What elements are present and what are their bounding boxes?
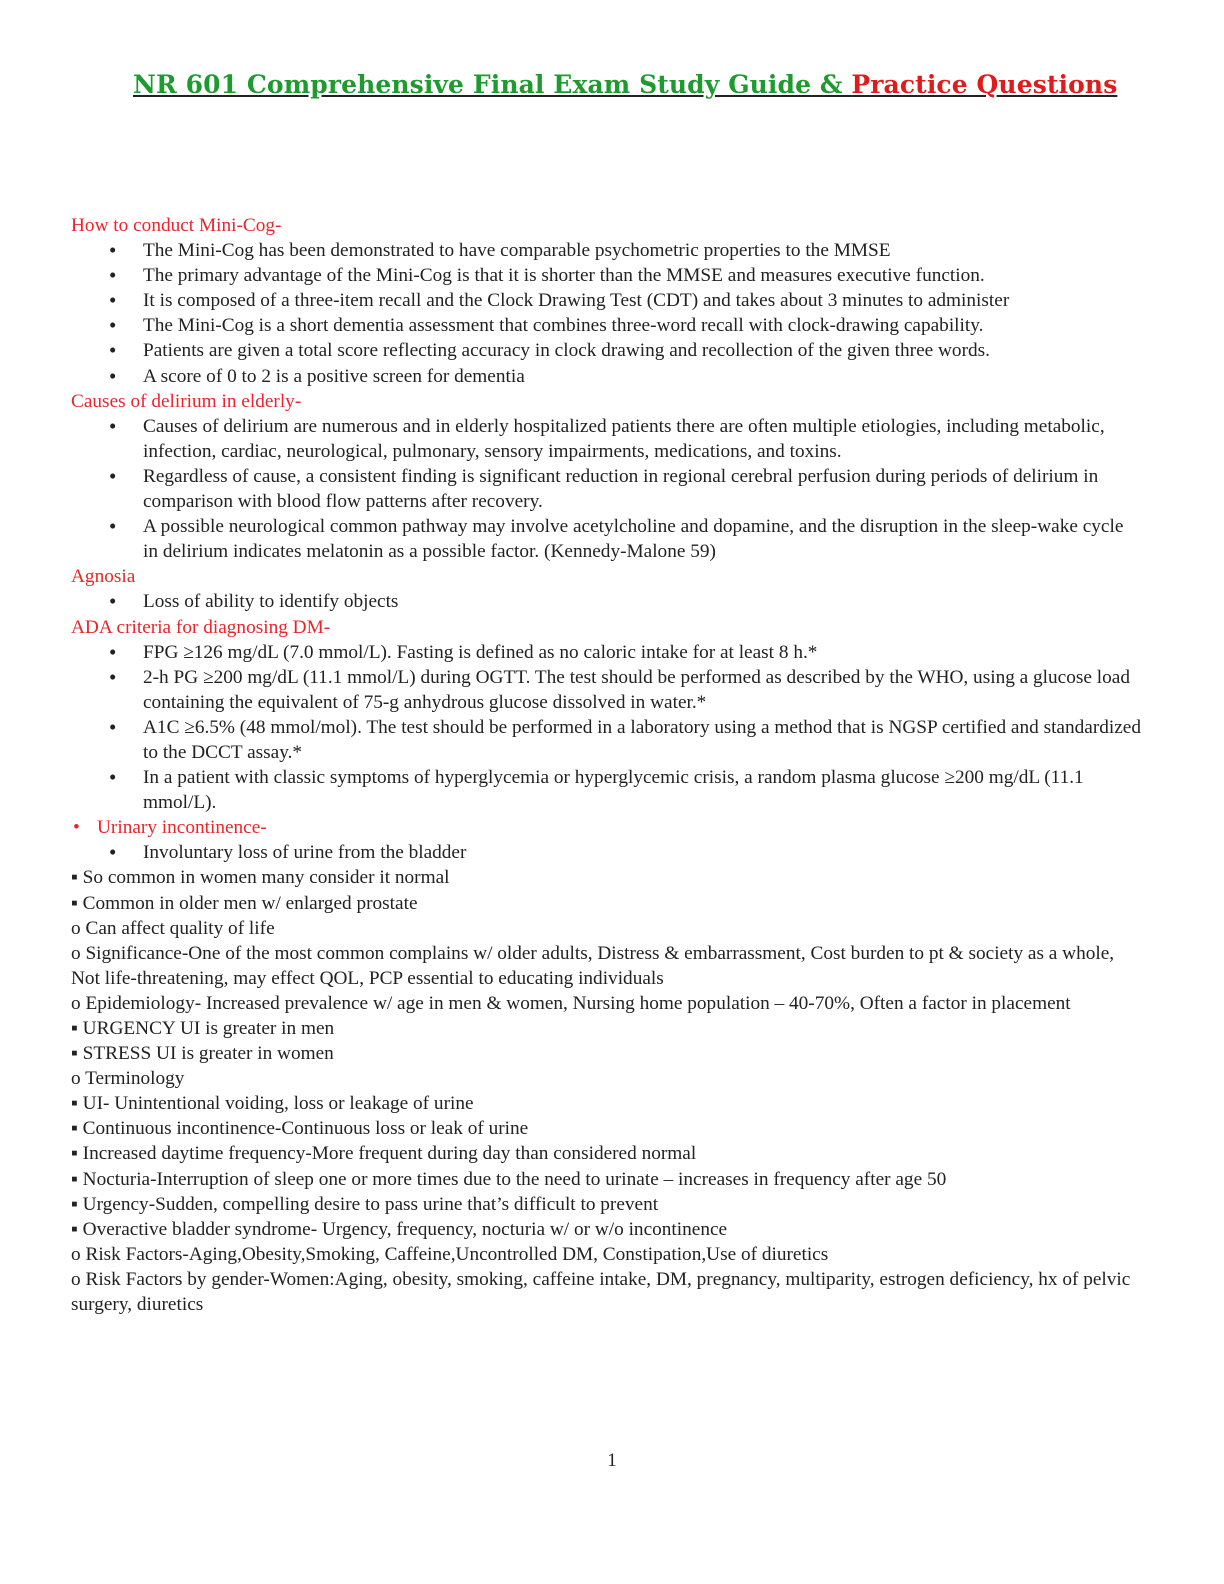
list-item: • It is composed of a three-item recall and the Clock Drawing Test (CDT) and takes about 3 minutes to administer (71, 288, 1141, 313)
list-item: • FPG ≥126 mg/dL (7.0 mmol/L). Fasting is defined as no caloric intake for at least 8 h.* (71, 640, 1141, 665)
document-title (133, 70, 1183, 99)
title-highlight: Practice Questions (851, 70, 1118, 99)
text-line: ▪ Overactive bladder syndrome- Urgency, frequency, nocturia w/ or w/o incontinence (71, 1218, 728, 1240)
document-body (71, 213, 1141, 1317)
list-item: • 2-h PG ≥200 mg/dL (11.1 mmol/L) during OGTT. The test should be performed as described by the WHO, using a glucose load containing the equivalent of 75-g anhydrous glucose dissolved in water.* (71, 665, 1141, 715)
text-line: o Risk Factors by gender-Women:Aging, obesity, smoking, caffeine intake, DM, pregnancy, multiparity, estrogen deficiency, hx of pelvic surgery, diuretics (71, 1268, 1131, 1316)
ada-list (71, 640, 1141, 816)
list-item: • Involuntary loss of urine from the bladder (71, 840, 1141, 865)
text-line: ▪ Common in older men w/ enlarged prostate (71, 892, 418, 914)
list-item: • Regardless of cause, a consistent finding is significant reduction in regional cerebral perfusion during periods of delirium in comparison with blood flow patterns after recovery. (71, 464, 1141, 514)
text-line: o Risk Factors-Aging,Obesity,Smoking, Caffeine,Uncontrolled DM, Constipation,Use of diuretics (71, 1243, 829, 1265)
list-item: • A score of 0 to 2 is a positive screen for dementia (71, 364, 1141, 389)
title-main: NR 601 Comprehensive Final Exam Study Guide & (133, 70, 852, 99)
list-item: • Patients are given a total score reflecting accuracy in clock drawing and recollection of the given three words. (71, 338, 1141, 363)
section-heading-urinary-label: Urinary incontinence- (97, 817, 267, 839)
urinary-list (71, 840, 1141, 865)
list-item: • The Mini-Cog is a short dementia assessment that combines three-word recall with clock-drawing capability. (71, 313, 1141, 338)
list-item: • Loss of ability to identify objects (71, 589, 1141, 614)
agnosia-list (71, 589, 1141, 614)
section-heading-delirium: Causes of delirium in elderly- (71, 390, 302, 412)
section-heading-agnosia: Agnosia (71, 566, 136, 588)
text-line: o Terminology (71, 1068, 185, 1090)
section-heading-urinary (71, 815, 1141, 840)
page-number: 1 (607, 1450, 617, 1471)
bullet-mark: • (73, 817, 80, 839)
text-line: o Can affect quality of life (71, 917, 275, 939)
list-item: • In a patient with classic symptoms of hyperglycemia or hyperglycemic crisis, a random plasma glucose ≥200 mg/dL (11.1 mmol/L). (71, 765, 1141, 815)
list-item: • A1C ≥6.5% (48 mmol/mol). The test should be performed in a laboratory using a method that is NGSP certified and standardized to the DCCT assay.* (71, 715, 1141, 765)
text-line: o Significance-One of the most common complains w/ older adults, Distress & embarrassment, Cost burden to pt & society as a whole, Not life-threatening, may effect QOL, PCP essential to educating individuals (71, 942, 1115, 989)
text-line: ▪ Urgency-Sudden, compelling desire to pass urine that’s difficult to prevent (71, 1193, 659, 1215)
list-item: • A possible neurological common pathway may involve acetylcholine and dopamine, and the disruption in the sleep-wake cycle in delirium indicates melatonin as a possible factor. (Kennedy-Malone 59) (71, 514, 1141, 564)
text-line: ▪ Nocturia-Interruption of sleep one or more times due to the need to urinate – increases in frequency after age 50 (71, 1168, 947, 1190)
list-item: • The primary advantage of the Mini-Cog is that it is shorter than the MMSE and measures executive function. (71, 263, 1141, 288)
text-line: ▪ Continuous incontinence-Continuous loss or leak of urine (71, 1118, 529, 1140)
text-line: ▪ UI- Unintentional voiding, loss or leakage of urine (71, 1093, 474, 1115)
section-heading-minicog: How to conduct Mini-Cog- (71, 215, 282, 236)
list-item: • The Mini-Cog has been demonstrated to have comparable psychometric properties to the MMSE (71, 238, 1141, 263)
text-line: ▪ STRESS UI is greater in women (71, 1043, 334, 1065)
text-line: ▪ So common in women many consider it normal (71, 867, 450, 889)
section-heading-ada: ADA criteria for diagnosing DM- (71, 616, 331, 638)
text-line: ▪ URGENCY UI is greater in men (71, 1018, 335, 1039)
list-item: • Causes of delirium are numerous and in elderly hospitalized patients there are often multiple etiologies, including metabolic, infection, cardiac, neurological, pulmonary, sensory impairments, medications, and toxins. (71, 414, 1141, 464)
text-line: ▪ Increased daytime frequency-More frequent during day than considered normal (71, 1143, 697, 1165)
text-line: o Epidemiology- Increased prevalence w/ age in men & women, Nursing home population – 40-70%, Often a factor in placement (71, 992, 1071, 1014)
minicog-list (71, 238, 1141, 389)
delirium-list (71, 414, 1141, 565)
